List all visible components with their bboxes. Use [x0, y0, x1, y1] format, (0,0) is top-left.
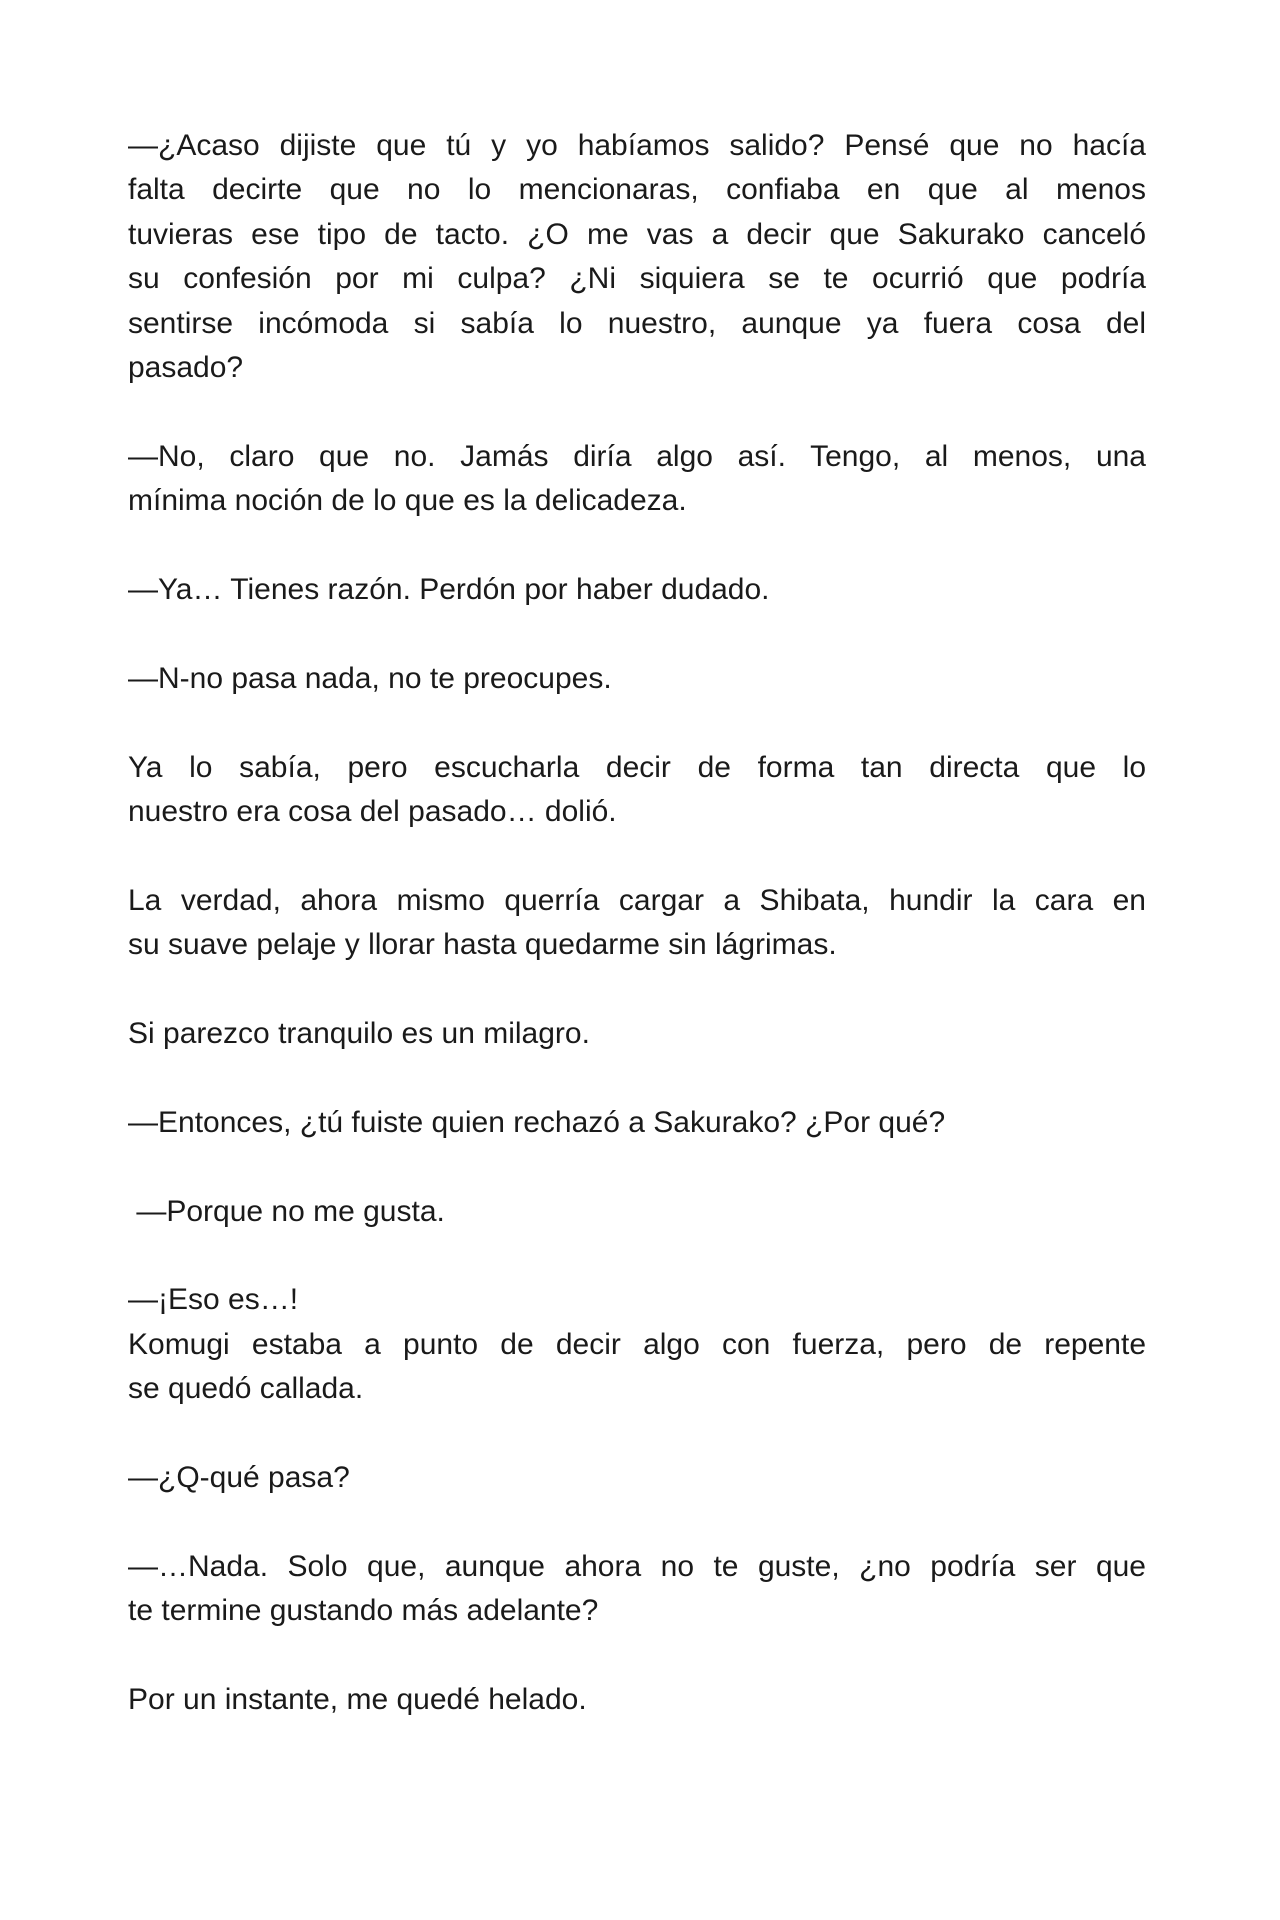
paragraph: [128, 1278, 1146, 1322]
paragraph: [128, 1012, 1146, 1056]
text-line: sentirse incómoda si sabía lo nuestro, aunque ya fuera cosa del: [128, 306, 1146, 340]
text-line: tuvieras ese tipo de tacto. ¿O me vas a decir que Sakurako canceló: [128, 217, 1146, 251]
text-line: pasado?: [128, 351, 244, 385]
paragraph: [128, 1101, 1146, 1145]
text-line: su confesión por mi culpa? ¿Ni siquiera se te ocurrió que podría: [128, 262, 1146, 296]
text-line: —Porque no me gusta.: [128, 1194, 445, 1228]
paragraph: [128, 746, 1146, 835]
paragraph: [128, 568, 1146, 612]
paragraph: [128, 1190, 1146, 1234]
text-line: nuestro era cosa del pasado… dolió.: [128, 795, 617, 829]
text-line: Por un instante, me quedé helado.: [128, 1683, 587, 1717]
paragraph: [128, 124, 1146, 390]
document-page: [128, 124, 1146, 1767]
text-line: Si parezco tranquilo es un milagro.: [128, 1017, 590, 1051]
text-line: —Ya… Tienes razón. Perdón por haber dudado.: [128, 573, 770, 607]
text-line: mínima noción de lo que es la delicadeza.: [128, 484, 687, 518]
text-line: su suave pelaje y llorar hasta quedarme sin lágrimas.: [128, 928, 837, 962]
paragraph: [128, 657, 1146, 701]
text-line: —N-no pasa nada, no te preocupes.: [128, 661, 612, 695]
paragraph: [128, 879, 1146, 968]
text-line: falta decirte que no lo mencionaras, confiaba en que al menos: [128, 173, 1146, 207]
paragraph: [128, 1456, 1146, 1500]
paragraph: [128, 1545, 1146, 1634]
text-line: Ya lo sabía, pero escucharla decir de forma tan directa que lo: [128, 750, 1146, 784]
text-line: —Entonces, ¿tú fuiste quien rechazó a Sakurako? ¿Por qué?: [128, 1105, 946, 1139]
text-line: La verdad, ahora mismo querría cargar a Shibata, hundir la cara en: [128, 883, 1146, 917]
text-line: —¿Q-qué pasa?: [128, 1461, 350, 1495]
text-line: —¡Eso es…!: [128, 1283, 299, 1317]
text-line: Komugi estaba a punto de decir algo con fuerza, pero de repente: [128, 1327, 1146, 1361]
text-line: —¿Acaso dijiste que tú y yo habíamos salido? Pensé que no hacía: [128, 129, 1146, 162]
text-line: —No, claro que no. Jamás diría algo así. Tengo, al menos, una: [128, 439, 1146, 473]
paragraph: [128, 1678, 1146, 1722]
paragraph: [128, 435, 1146, 524]
text-line: —…Nada. Solo que, aunque ahora no te guste, ¿no podría ser que: [128, 1549, 1146, 1583]
text-line: se quedó callada.: [128, 1372, 364, 1406]
paragraph: [128, 1323, 1146, 1412]
text-line: te termine gustando más adelante?: [128, 1594, 599, 1628]
